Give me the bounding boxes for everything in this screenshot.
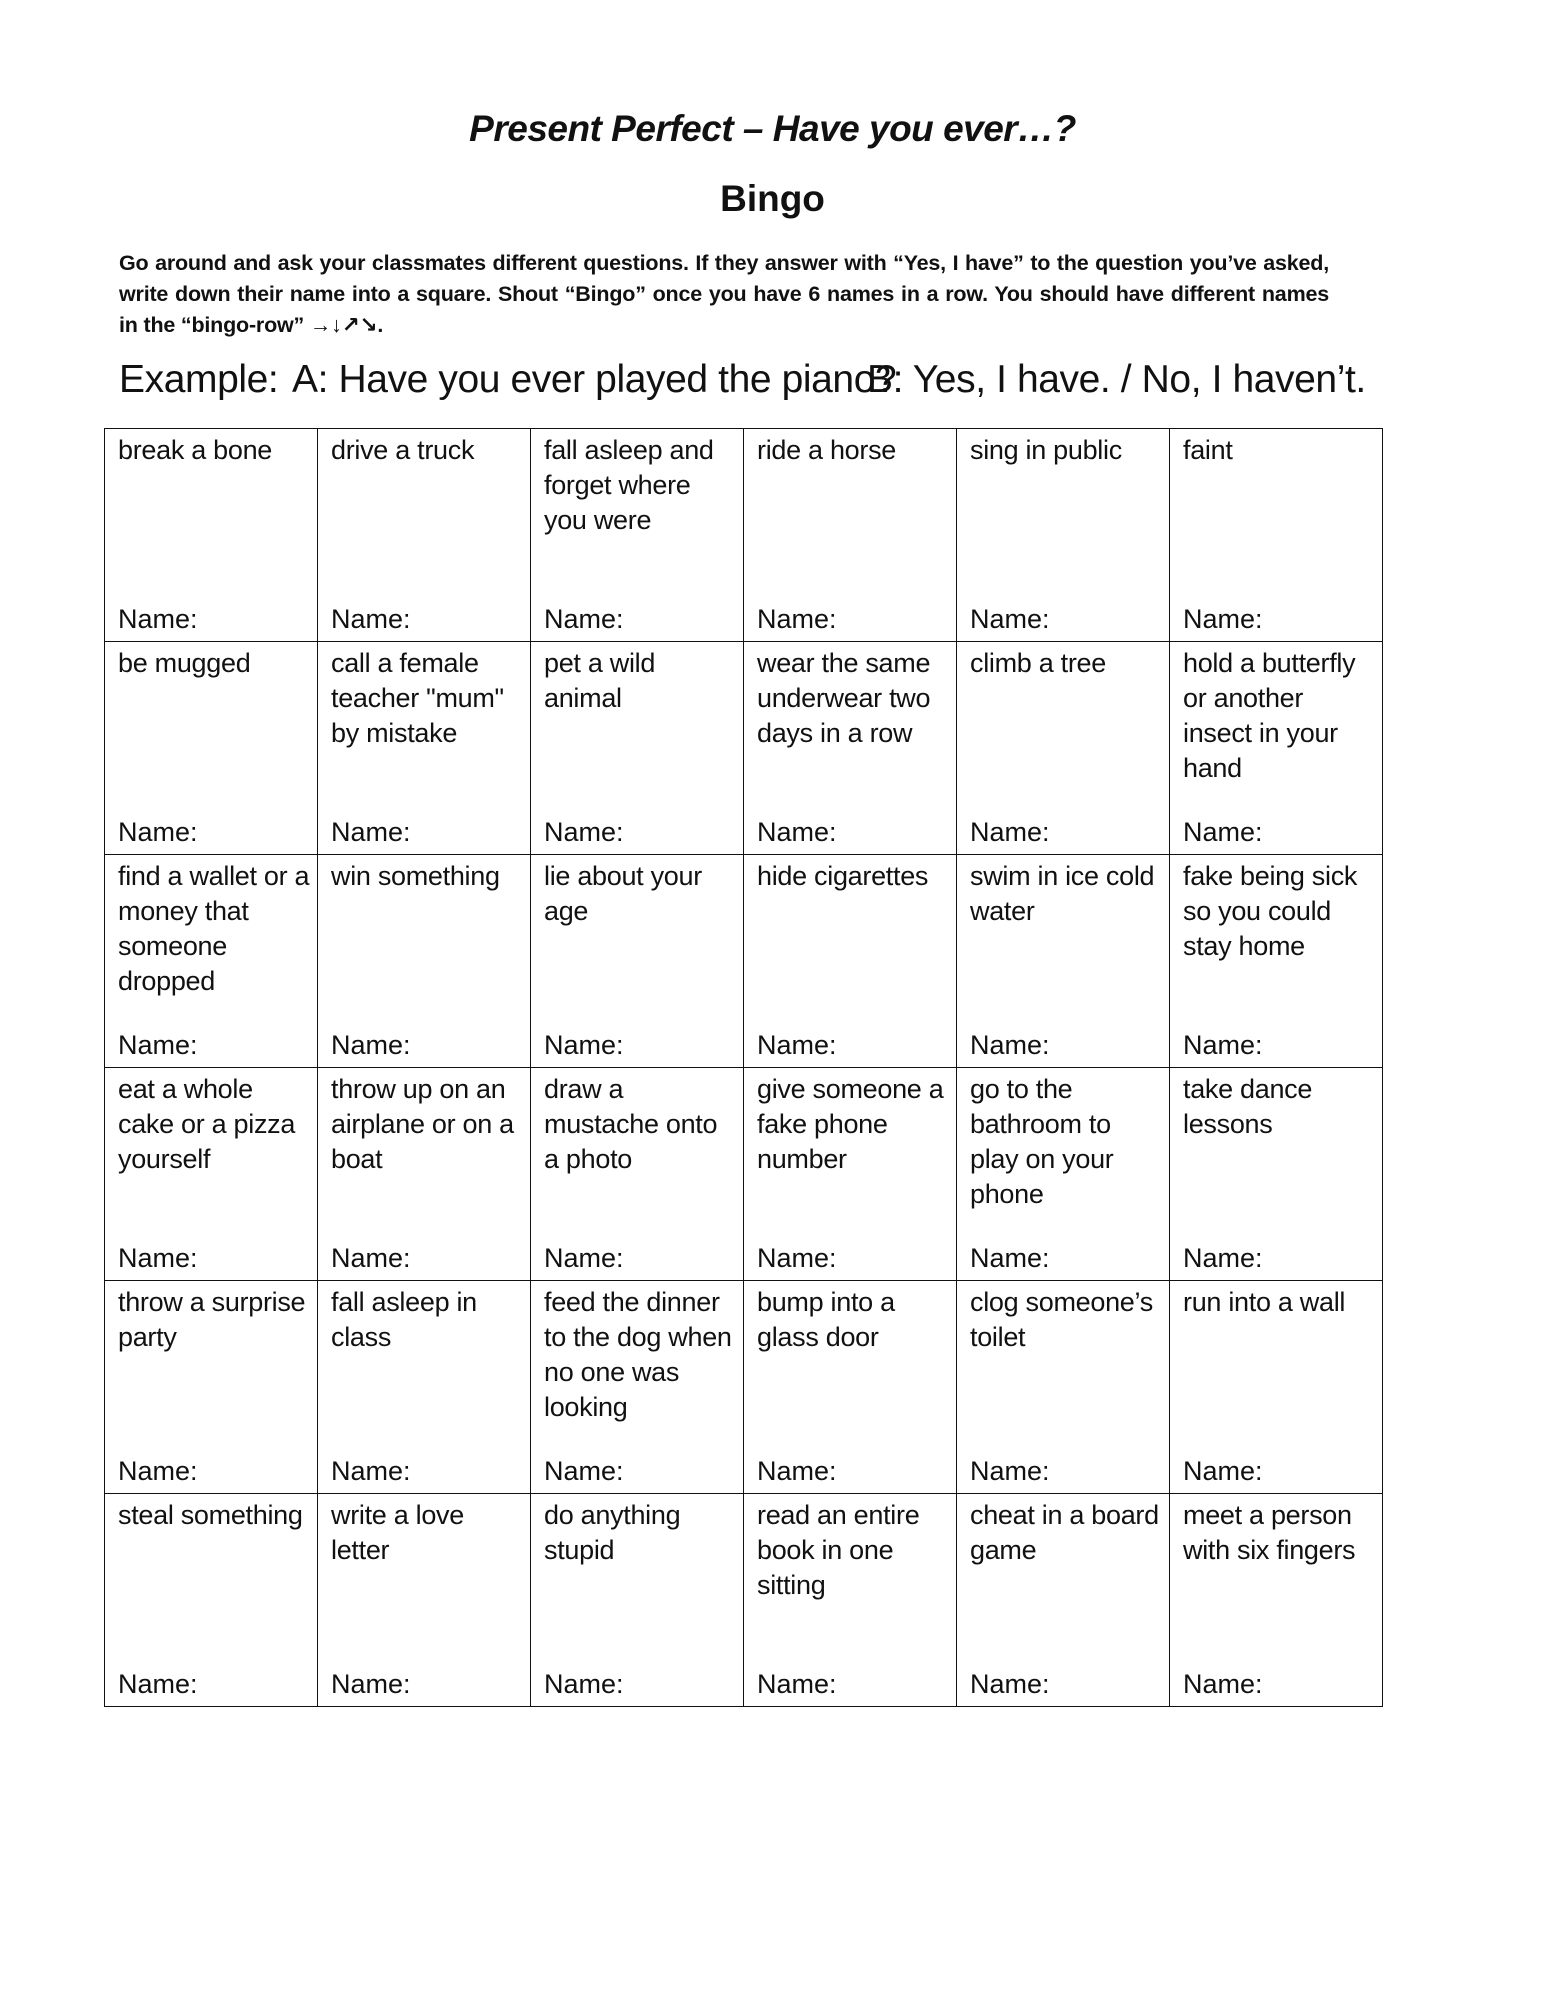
example-label: Example: (119, 358, 279, 401)
bingo-grid (104, 428, 1383, 1707)
bingo-cell (957, 642, 1170, 855)
bingo-cell-content (531, 1068, 743, 1280)
page-subtitle: Bingo (720, 178, 825, 219)
bingo-cell-prompt: ride a horse (757, 435, 896, 465)
bingo-cell-prompt: do anything stupid (544, 1500, 681, 1565)
bingo-cell-name-label: Name: (970, 604, 1050, 634)
bingo-cell-prompt: run into a wall (1183, 1287, 1346, 1317)
bingo-cell-content (531, 855, 743, 1067)
bingo-cell (957, 1281, 1170, 1494)
bingo-cell-content (744, 429, 956, 641)
bingo-cell-name-label: Name: (970, 1456, 1050, 1486)
bingo-cell-name-label: Name: (1183, 1669, 1263, 1699)
bingo-cell-name-label: Name: (544, 1456, 624, 1486)
bingo-cell-content (531, 429, 743, 641)
bingo-cell (1170, 1068, 1383, 1281)
bingo-cell-content (318, 1068, 530, 1280)
bingo-cell-prompt: clog someone’s toilet (970, 1287, 1153, 1352)
bingo-row (105, 429, 1383, 642)
bingo-cell-content (105, 429, 317, 641)
bingo-cell-content (957, 1068, 1169, 1280)
example-line (119, 358, 1439, 402)
bingo-cell-prompt: write a love letter (331, 1500, 464, 1565)
bingo-cell-prompt: give someone a fake phone number (757, 1074, 944, 1174)
bingo-cell-content (744, 855, 956, 1067)
bingo-cell (105, 1281, 318, 1494)
bingo-cell-name-label: Name: (757, 1669, 837, 1699)
bingo-cell (105, 855, 318, 1068)
bingo-cell (1170, 1494, 1383, 1707)
bingo-cell-prompt: hold a butterfly or another insect in your hand (1183, 648, 1356, 783)
bingo-cell-name-label: Name: (970, 1030, 1050, 1060)
bingo-cell-content (105, 1068, 317, 1280)
bingo-cell-content (957, 429, 1169, 641)
bingo-cell-name-label: Name: (1183, 604, 1263, 634)
bingo-cell (1170, 855, 1383, 1068)
bingo-cell-prompt: win something (331, 861, 500, 891)
page-title: Present Perfect – Have you ever…? (469, 108, 1076, 149)
bingo-row (105, 1068, 1383, 1281)
bingo-cell-name-label: Name: (970, 1669, 1050, 1699)
bingo-cell-content (1170, 1281, 1382, 1493)
bingo-cell (744, 429, 957, 642)
bingo-cell (531, 1494, 744, 1707)
bingo-cell-prompt: break a bone (118, 435, 273, 465)
bingo-cell-content (1170, 1494, 1382, 1706)
bingo-cell-content (957, 642, 1169, 854)
bingo-cell (957, 429, 1170, 642)
bingo-cell-content (318, 429, 530, 641)
bingo-cell-name-label: Name: (118, 1243, 198, 1273)
bingo-cell-name-label: Name: (757, 1243, 837, 1273)
bingo-cell-content (744, 1281, 956, 1493)
bingo-row (105, 855, 1383, 1068)
bingo-cell-name-label: Name: (331, 817, 411, 847)
bingo-cell-content (1170, 642, 1382, 854)
bingo-cell (318, 1068, 531, 1281)
bingo-cell-content (531, 1494, 743, 1706)
bingo-cell (531, 1281, 744, 1494)
bingo-cell-name-label: Name: (118, 1669, 198, 1699)
bingo-cell-prompt: eat a whole cake or a pizza yourself (118, 1074, 296, 1174)
bingo-row (105, 1281, 1383, 1494)
bingo-cell-name-label: Name: (331, 1030, 411, 1060)
bingo-cell (744, 1494, 957, 1707)
bingo-row (105, 1494, 1383, 1707)
bingo-cell (744, 1281, 957, 1494)
bingo-cell-prompt: fall asleep in class (331, 1287, 477, 1352)
bingo-cell-content (318, 1494, 530, 1706)
bingo-cell-content (105, 642, 317, 854)
bingo-cell-name-label: Name: (331, 604, 411, 634)
bingo-cell-content (1170, 855, 1382, 1067)
example-question: A: Have you ever played the piano? (292, 358, 897, 401)
bingo-cell-name-label: Name: (970, 817, 1050, 847)
bingo-cell-prompt: take dance lessons (1183, 1074, 1313, 1139)
bingo-cell-prompt: call a female teacher "mum" by mistake (331, 648, 504, 748)
bingo-cell (744, 1068, 957, 1281)
bingo-cell (531, 855, 744, 1068)
bingo-cell (1170, 1281, 1383, 1494)
bingo-cell (957, 1068, 1170, 1281)
bingo-cell-name-label: Name: (118, 604, 198, 634)
bingo-cell-prompt: draw a mustache onto a photo (544, 1074, 718, 1174)
bingo-cell-content (105, 1494, 317, 1706)
bingo-cell-name-label: Name: (544, 1030, 624, 1060)
bingo-cell-content (318, 642, 530, 854)
bingo-cell-content (957, 1281, 1169, 1493)
bingo-cell-prompt: sing in public (970, 435, 1122, 465)
bingo-cell-name-label: Name: (118, 1456, 198, 1486)
bingo-cell (744, 855, 957, 1068)
bingo-cell (318, 429, 531, 642)
bingo-cell-name-label: Name: (1183, 1456, 1263, 1486)
bingo-cell (105, 642, 318, 855)
bingo-cell (531, 642, 744, 855)
bingo-cell (957, 1494, 1170, 1707)
bingo-cell-prompt: fall asleep and forget where you were (544, 435, 714, 535)
bingo-cell-content (1170, 1068, 1382, 1280)
bingo-cell-content (744, 1068, 956, 1280)
bingo-cell-prompt: bump into a glass door (757, 1287, 895, 1352)
bingo-cell-prompt: read an entire book in one sitting (757, 1500, 920, 1600)
bingo-cell-content (318, 855, 530, 1067)
bingo-cell-content (531, 642, 743, 854)
bingo-cell-prompt: find a wallet or a money that someone dropped (118, 861, 310, 996)
bingo-cell-content (1170, 429, 1382, 641)
bingo-cell-prompt: hide cigarettes (757, 861, 929, 891)
bingo-row (105, 642, 1383, 855)
bingo-cell-prompt: go to the bathroom to play on your phone (970, 1074, 1114, 1209)
bingo-cell-prompt: drive a truck (331, 435, 475, 465)
bingo-cell-content (957, 1494, 1169, 1706)
bingo-cell-name-label: Name: (1183, 1030, 1263, 1060)
bingo-cell-prompt: be mugged (118, 648, 251, 678)
bingo-cell-name-label: Name: (331, 1456, 411, 1486)
bingo-cell-content (105, 1281, 317, 1493)
bingo-cell-prompt: wear the same underwear two days in a row (757, 648, 931, 748)
bingo-cell-content (744, 642, 956, 854)
bingo-cell-name-label: Name: (544, 604, 624, 634)
bingo-cell (744, 642, 957, 855)
bingo-cell-prompt: steal something (118, 1500, 303, 1530)
bingo-cell (105, 1494, 318, 1707)
bingo-cell-content (105, 855, 317, 1067)
bingo-cell-prompt: swim in ice cold water (970, 861, 1155, 926)
bingo-cell-prompt: fake being sick so you could stay home (1183, 861, 1358, 961)
bingo-cell-name-label: Name: (118, 817, 198, 847)
bingo-cell-name-label: Name: (757, 1030, 837, 1060)
example-answer: B: Yes, I have. / No, I haven’t. (867, 358, 1366, 401)
bingo-cell (318, 1281, 531, 1494)
bingo-cell (105, 1068, 318, 1281)
bingo-cell (318, 1494, 531, 1707)
bingo-cell-name-label: Name: (1183, 817, 1263, 847)
bingo-cell-content (744, 1494, 956, 1706)
bingo-cell-prompt: pet a wild animal (544, 648, 656, 713)
bingo-cell-prompt: climb a tree (970, 648, 1106, 678)
bingo-cell-name-label: Name: (757, 817, 837, 847)
bingo-cell-name-label: Name: (970, 1243, 1050, 1273)
instructions-text: Go around and ask your classmates different questions. If they answer with “Yes, I have” to the question you’ve asked, write down their name into a square. Shout “Bingo” once you have 6 names in a row. You should have different names in the “bingo-row” →↓↗↘. (119, 251, 1329, 337)
bingo-cell (531, 1068, 744, 1281)
bingo-cell (318, 642, 531, 855)
bingo-cell-prompt: feed the dinner to the dog when no one was looking (544, 1287, 732, 1422)
bingo-cell-name-label: Name: (544, 817, 624, 847)
bingo-cell (1170, 642, 1383, 855)
bingo-cell-content (531, 1281, 743, 1493)
bingo-cell-prompt: meet a person with six fingers (1183, 1500, 1356, 1565)
bingo-cell-name-label: Name: (1183, 1243, 1263, 1273)
bingo-cell-content (957, 855, 1169, 1067)
bingo-cell (531, 429, 744, 642)
bingo-cell (1170, 429, 1383, 642)
bingo-cell-name-label: Name: (331, 1243, 411, 1273)
bingo-cell-name-label: Name: (757, 604, 837, 634)
bingo-cell-prompt: throw a surprise party (118, 1287, 306, 1352)
bingo-cell-content (318, 1281, 530, 1493)
bingo-cell-name-label: Name: (331, 1669, 411, 1699)
bingo-cell-name-label: Name: (757, 1456, 837, 1486)
bingo-cell-name-label: Name: (544, 1669, 624, 1699)
bingo-cell (957, 855, 1170, 1068)
bingo-cell-name-label: Name: (544, 1243, 624, 1273)
bingo-cell-prompt: lie about your age (544, 861, 702, 926)
bingo-cell-name-label: Name: (118, 1030, 198, 1060)
bingo-cell (105, 429, 318, 642)
bingo-cell-prompt: faint (1183, 435, 1233, 465)
bingo-cell-prompt: throw up on an airplane or on a boat (331, 1074, 514, 1174)
bingo-cell (318, 855, 531, 1068)
bingo-cell-prompt: cheat in a board game (970, 1500, 1159, 1565)
